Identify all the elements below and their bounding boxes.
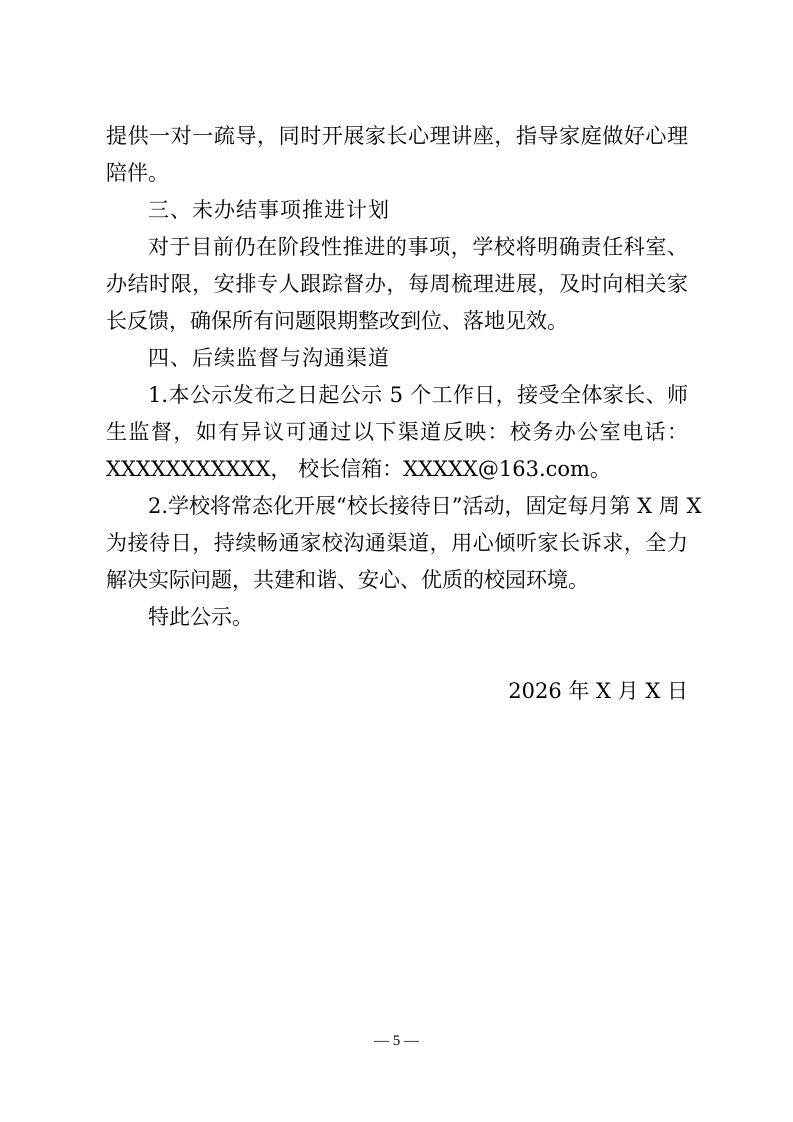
paragraph-line: 提供一对一疏导，同时开展家长心理讲座，指导家庭做好心理: [106, 124, 688, 148]
paragraph-line: 办结时限，安排专人跟踪督办，每周梳理进展，及时向相关家: [106, 272, 688, 296]
paragraph-line: 为接待日，持续畅通家校沟通渠道，用心倾听家长诉求，全力: [106, 531, 688, 555]
paragraph-line: 陪伴。: [106, 161, 169, 185]
paragraph-line: 长反馈，确保所有问题限期整改到位、落地见效。: [106, 309, 568, 333]
closing-statement: 特此公示。: [148, 605, 253, 629]
section-heading-3: 三、未办结事项推进计划: [148, 198, 390, 222]
paragraph-line: 生监督，如有异议可通过以下渠道反映：校务办公室电话：: [106, 420, 688, 444]
page-number: — 5 —: [374, 1033, 419, 1049]
document-date: 2026 年 X 月 X 日: [508, 679, 688, 703]
paragraph-line: 1.本公示发布之日起公示 5 个工作日，接受全体家长、师: [148, 383, 688, 407]
paragraph-line: 2.学校将常态化开展“校长接待日”活动，固定每月第 X 周 X: [148, 494, 702, 518]
paragraph-line: XXXXXXXXXXX， 校长信箱：XXXXX@163.com。: [106, 457, 611, 481]
paragraph-line: 对于目前仍在阶段性推进的事项，学校将明确责任科室、: [148, 235, 688, 259]
document-body: [106, 118, 702, 710]
paragraph-line: 解决实际问题，共建和谐、安心、优质的校园环境。: [106, 568, 589, 592]
section-heading-4: 四、后续监督与沟通渠道: [148, 346, 390, 370]
